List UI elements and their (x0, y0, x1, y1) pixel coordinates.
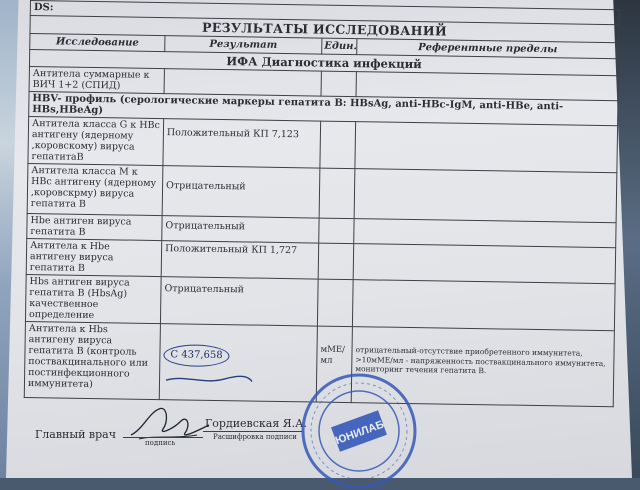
table-row-reference: отрицательный-отсутствие приобретенного иммунитета, >10мМЕ/мл - напряженность поствакцинального иммунитета, мониторинг течения гепатита В. (351, 327, 614, 407)
signature-line (123, 437, 203, 438)
table-row-result: Положительный КП 7,123 (163, 119, 321, 168)
name-line (203, 431, 303, 432)
table-row-unit (317, 279, 353, 327)
table-row-unit (319, 168, 355, 219)
table-row-result: Отрицательный (162, 166, 320, 218)
ds-label: DS: (33, 2, 54, 14)
column-header-unit: Един. (322, 38, 357, 55)
pen-scribble (164, 372, 254, 387)
table-row-result: Отрицательный (160, 277, 318, 326)
column-header-reference: Референтные пределы (357, 39, 619, 59)
table-row-unit (320, 121, 356, 169)
table-row-reference (352, 280, 615, 331)
table-row-unit (318, 243, 354, 280)
table-row-unit (321, 71, 356, 97)
hbv-profile-heading: HBV- профиль (серологические маркеры гепатита В: HBsAg, anti-HBc-IgM, anti-HBe, anti-HBs,HBeAg) (29, 91, 618, 125)
circled-result: С 437,658 (163, 344, 230, 367)
results-sheet (24, 0, 620, 407)
table-row-result: Положительный КП 1,727 (161, 241, 319, 279)
doctor-name: Гордиевская Я.А. (205, 417, 307, 430)
signature-caption: подпись (145, 439, 176, 447)
report-title: РЕЗУЛЬТАТЫ ИССЛЕДОВАНИЙ (30, 16, 619, 43)
table-row-test: Антитела класса М к HBc антигену (ядерному ,коровскрму) вируса гепатита В (27, 163, 163, 215)
table-row-reference (353, 244, 616, 284)
table-row-test: Hbe антиген вируса гепатита В (27, 213, 162, 240)
column-header-test: Исследование (30, 34, 165, 52)
column-header-result: Результат (165, 36, 322, 54)
section-title: ИФА Диагностика инфекций (29, 50, 618, 76)
table-row-result-cell (159, 324, 317, 402)
table-row-test: Антитела класса G к HBc антигену (ядерному ,коровскому) вируса гепатитаВ (28, 116, 164, 165)
table-row-test: Антитела к Hbe антигену вируса гепатита В (26, 238, 162, 276)
table-row-test: Антитела к Hbs антигену вируса гепатита В (контроль поствакцинального или постинфекционного иммунитета) (24, 321, 160, 399)
doctor-label: Главный врач (35, 428, 117, 441)
stamp-center-text: ЮНИЛАБ (333, 418, 386, 448)
table-row-reference (354, 169, 617, 223)
table-row-unit (319, 218, 354, 244)
table-row-test: Антитела суммарные к ВИЧ 1+2 (СПИД) (29, 66, 164, 93)
table-row-result: Отрицательный (162, 216, 319, 243)
table-row-test: Hbs антиген вируса гепатита В (HbsAg) качественное определение (25, 274, 161, 323)
table-row-result (164, 69, 321, 96)
table-row-unit: мМЕ/мл (316, 326, 352, 403)
table-row-reference (355, 122, 618, 173)
organization-stamp (300, 372, 418, 490)
name-caption: Расшифровка подписи (213, 433, 297, 441)
results-table (24, 0, 620, 407)
